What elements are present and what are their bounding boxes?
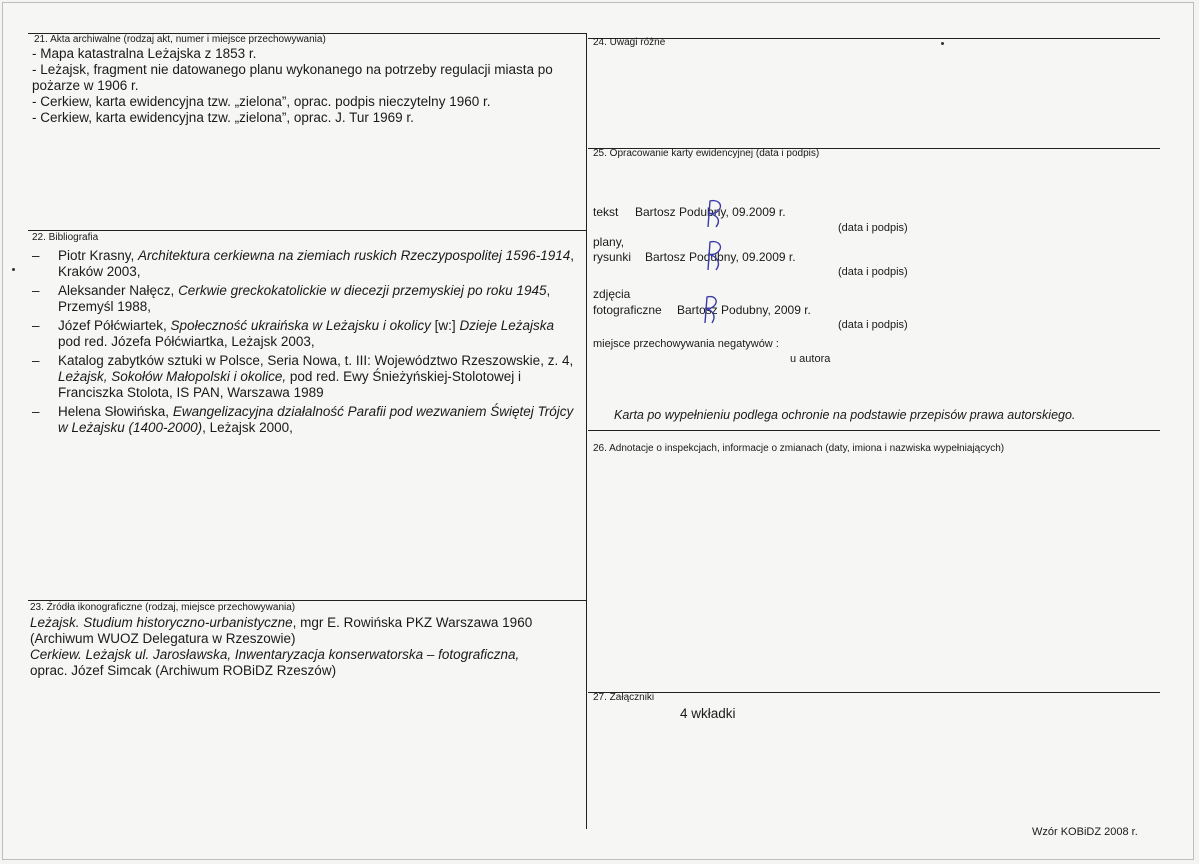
data-podpis-3: (data i podpis) xyxy=(838,319,908,331)
sec23-line-1: Leżajsk. Studium historyczno-urbanistyczne, mgr E. Rowińska PKZ Warszawa 1960 xyxy=(30,615,533,630)
sec21-list xyxy=(32,46,586,126)
sec23-caption: 23. Źródła ikonograficzne (rodzaj, miejsce przechowywania) xyxy=(30,602,296,613)
center-divider xyxy=(586,33,587,829)
sec23-line-2: (Archiwum WUOZ Delegatura w Rzeszowie) xyxy=(30,631,296,646)
fotograficzne-label: fotograficzne xyxy=(593,303,662,317)
sec27-caption: 27. Załączniki xyxy=(593,692,655,703)
bibliography-list xyxy=(30,248,576,436)
plany-label: plany, xyxy=(593,235,625,249)
bibliography-item: – Katalog zabytków sztuki w Polsce, Seria Nowa, t. III: Województwo Rzeszowskie, z. 4, Leżajsk, Sokołów Małopolski i okolice, pod red. Ewy Śnieżyńskiej-Stolotowej i Franciszka Stolota, IS PAN, Warszawa 1989 xyxy=(32,353,574,400)
sec23-line-4: oprac. Józef Simcak (Archiwum ROBiDZ Rzeszów) xyxy=(30,663,337,678)
list-item: - Cerkiew, karta ewidencyjna tzw. „zielona”, oprac. J. Tur 1969 r. xyxy=(32,110,414,125)
sec24-caption: 24. Uwagi różne xyxy=(593,37,666,48)
zdjecia-label: zdjęcia xyxy=(593,287,631,301)
bibliography-item: – Józef Półćwiartek, Społeczność ukraińska w Leżajsku i okolicy [w:] Dzieje Leżajska pod red. Józefa Półćwiartka, Leżajsk 2003, xyxy=(32,318,554,349)
signature-mark xyxy=(697,293,725,327)
attachments-value: 4 wkładki xyxy=(680,706,736,721)
signature-mark xyxy=(700,238,730,274)
list-item: pożarze w 1906 r. xyxy=(32,78,139,93)
bibliography-item: – Helena Słowińska, Ewangelizacyjna działalność Parafii pod wezwaniem Świętej Trójcy w Leżajsku (1400-2000), Leżajsk 2000, xyxy=(32,404,574,435)
negatywy-value: u autora xyxy=(790,353,831,365)
sec25-caption: 25. Opracowanie karty ewidencyjnej (data i podpis) xyxy=(593,148,820,159)
fotograficzne-value: Bartosz Podubny, 2009 r. xyxy=(677,303,811,317)
divider-22 xyxy=(28,230,586,231)
sec21-caption: 21. Akta archiwalne (rodzaj akt, numer i miejsce przechowywania) xyxy=(34,34,326,45)
signature-mark xyxy=(700,197,730,233)
rysunki-value: Bartosz Podubny, 09.2009 r. xyxy=(645,250,796,264)
data-podpis-2: (data i podpis) xyxy=(838,266,908,278)
scan-speck xyxy=(941,42,944,45)
divider-26 xyxy=(588,430,1160,431)
sec26-caption: 26. Adnotacje o inspekcjach, informacje o zmianach (daty, imiona i nazwiska wypełniających) xyxy=(593,443,1005,454)
bibliography-item: – Aleksander Nałęcz, Cerkwie greckokatolickie w diecezji przemyskiej po roku 1945, Przemyśl 1988, xyxy=(32,283,551,314)
sec23-line-3: Cerkiew. Leżajsk ul. Jarosławska, Inwentaryzacja konserwatorska – fotograficzna, xyxy=(30,647,520,662)
sec23-body xyxy=(30,615,582,679)
divider-23 xyxy=(28,600,586,601)
sec22-caption: 22. Bibliografia xyxy=(32,232,99,243)
scan-speck xyxy=(12,268,15,271)
list-item: - Cerkiew, karta ewidencyjna tzw. „zielona”, oprac. podpis nieczytelny 1960 r. xyxy=(32,94,491,109)
list-item: - Leżajsk, fragment nie datowanego planu wykonanego na potrzeby regulacji miasta po xyxy=(32,62,553,77)
tekst-label: tekst xyxy=(593,205,619,219)
divider-top-right xyxy=(588,38,1160,39)
rysunki-label: rysunki xyxy=(593,250,632,264)
copyright-note: Karta po wypełnieniu podlega ochronie na podstawie przepisów prawa autorskiego. xyxy=(614,408,1076,422)
form-template-label: Wzór KOBiDZ 2008 r. xyxy=(1032,826,1138,838)
data-podpis-1: (data i podpis) xyxy=(838,222,908,234)
list-item: - Mapa katastralna Leżajska z 1853 r. xyxy=(32,46,257,61)
bibliography-item: – Piotr Krasny, Architektura cerkiewna na ziemiach ruskich Rzeczypospolitej 1596-1914, Kraków 2003, xyxy=(32,248,575,279)
tekst-value: Bartosz Podubny, 09.2009 r. xyxy=(635,205,786,219)
negatywy-label: miejsce przechowywania negatywów : xyxy=(593,338,779,350)
divider-27 xyxy=(588,692,1160,693)
